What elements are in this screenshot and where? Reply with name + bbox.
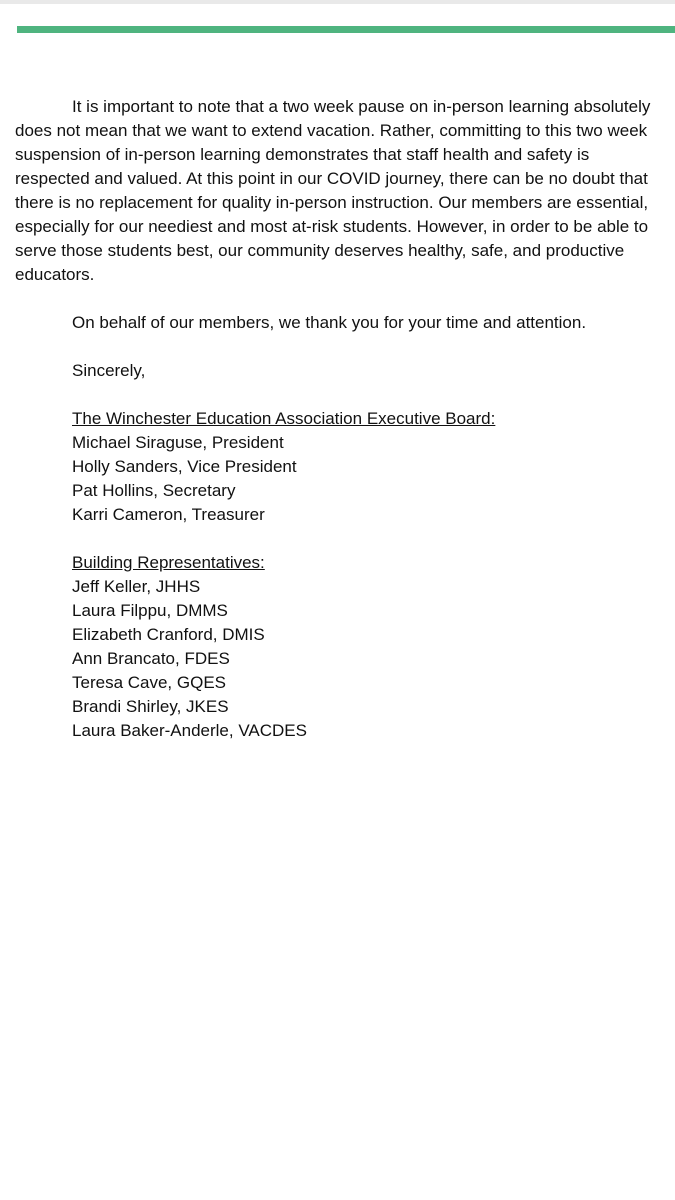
board-member: Holly Sanders, Vice President — [72, 457, 297, 476]
building-rep: Laura Baker-Anderle, VACDES — [72, 721, 307, 740]
building-rep: Brandi Shirley, JKES — [72, 697, 229, 716]
executive-board-heading: The Winchester Education Association Executive Board: — [72, 409, 496, 428]
closing-text: Sincerely, — [72, 361, 146, 380]
building-rep: Elizabeth Cranford, DMIS — [72, 625, 265, 644]
closing-line — [15, 359, 655, 383]
top-divider — [0, 0, 675, 4]
building-rep: Teresa Cave, GQES — [72, 673, 227, 692]
building-rep: Jeff Keller, JHHS — [72, 577, 201, 596]
board-member: Pat Hollins, Secretary — [72, 481, 236, 500]
building-reps-heading: Building Representatives: — [72, 553, 265, 572]
header-accent-bar — [17, 26, 675, 33]
board-member: Michael Siraguse, President — [72, 433, 284, 452]
board-member: Karri Cameron, Treasurer — [72, 505, 265, 524]
building-reps-section — [15, 551, 655, 743]
executive-board-section — [15, 407, 655, 527]
letter-body — [15, 95, 655, 743]
building-rep: Ann Brancato, FDES — [72, 649, 230, 668]
thanks-text: On behalf of our members, we thank you for your time and attention. — [72, 313, 587, 332]
building-rep: Laura Filppu, DMMS — [72, 601, 228, 620]
thanks-line — [15, 311, 655, 335]
paragraph-main: It is important to note that a two week pause on in-person learning absolutely does not mean that we want to extend vacation. Rather, committing to this two week suspension of in-person learning demonstrates that staff health and safety is respected and valued. At this point in our COVID journey, there can be no doubt that there is no replacement for quality in-person instruction. Our members are essential, especially for our neediest and most at-risk students. However, in order to be able to serve those students best, our community deserves healthy, safe, and productive educators. — [15, 97, 651, 284]
